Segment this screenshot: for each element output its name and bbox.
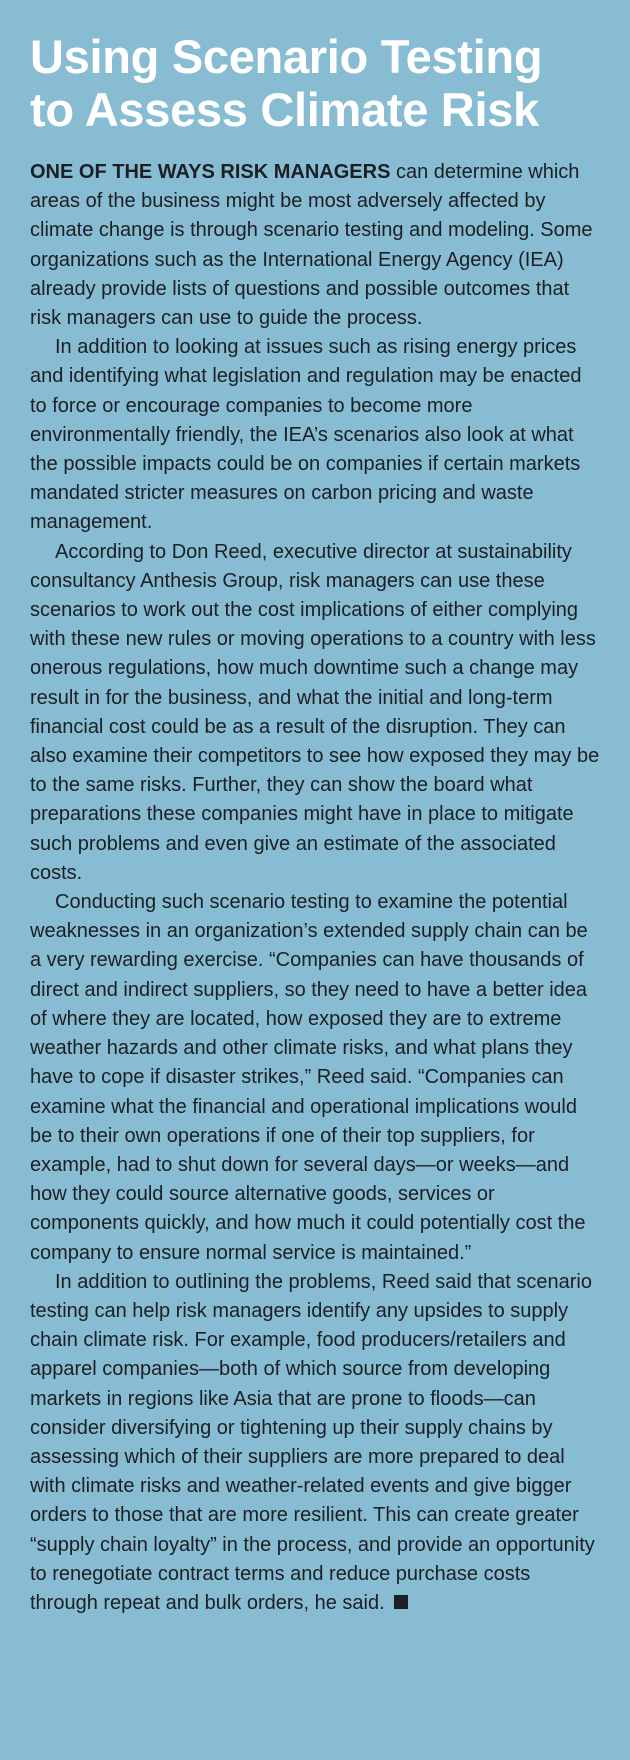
lead-in: ONE OF THE WAYS RISK MANAGERS [30,161,391,183]
paragraph-1 [30,158,600,333]
article-title-line-1: Using Scenario Testing [30,30,543,83]
paragraph-5-text: In addition to outlining the problems, Reed said that scenario testing can help risk managers identify any upsides to supply chain climate risk. For example, food producers/retailers and apparel companies—both of which source from developing markets in regions like Asia that are prone to floods—can consider diversifying or tightening up their supply chains by assessing which of their suppliers are more prepared to deal with climate risks and weather-related events and give bigger orders to those that are more resilient. This can create greater “supply chain loyalty” in the process, and provide an opportunity to renegotiate contract terms and reduce purchase costs through repeat and bulk orders, he said. [30,1270,595,1614]
paragraph-3: According to Don Reed, executive director at sustainability consultancy Anthesis Group, risk managers can use these scenarios to work out the cost implications of either complying with these new rules or moving operations to a country with less onerous regulations, how much downtime such a change may result in for the business, and what the initial and long-term financial cost could be as a result of the disruption. They can also examine their competitors to see how exposed they may be to the same risks. Further, they can show the board what preparations these companies might have in place to mitigate such problems and even give an estimate of the associated costs. [30,540,600,884]
article-title-line-2: to Assess Climate Risk [30,83,539,136]
paragraph-2: In addition to looking at issues such as rising energy prices and identifying what legislation and regulation may be enacted to force or encourage companies to become more environmentally friendly, the IEA’s scenarios also look at what the possible impacts could be on companies if certain markets mandated stricter measures on carbon pricing and waste management. [30,336,582,534]
end-of-article-mark [394,1595,408,1609]
paragraph-4: Conducting such scenario testing to examine the potential weaknesses in an organization’s extended supply chain can be a very rewarding exercise. “Companies can have thousands of direct and indirect suppliers, so they need to have a better idea of where they are located, how exposed they are to extreme weather hazards and other climate risks, and what plans they have to cope if disaster strikes,” Reed said. “Companies can examine what the financial and operational implications would be to their own operations if one of their top suppliers, for example, had to shut down for several days—or weeks—and how they could source alternative goods, services or components quickly, and how much it could potentially cost the company to ensure normal service is maintained.” [30,891,588,1264]
article-title [30,30,600,136]
paragraph-5 [30,1268,600,1618]
article-body [30,158,600,1618]
paragraph-1-text: can determine which areas of the business might be most adversely affected by climate change is through scenario testing and modeling. Some organizations such as the International Energy Agency (IEA) already provide lists of questions and possible outcomes that risk managers can use to guide the process. [30,161,593,330]
